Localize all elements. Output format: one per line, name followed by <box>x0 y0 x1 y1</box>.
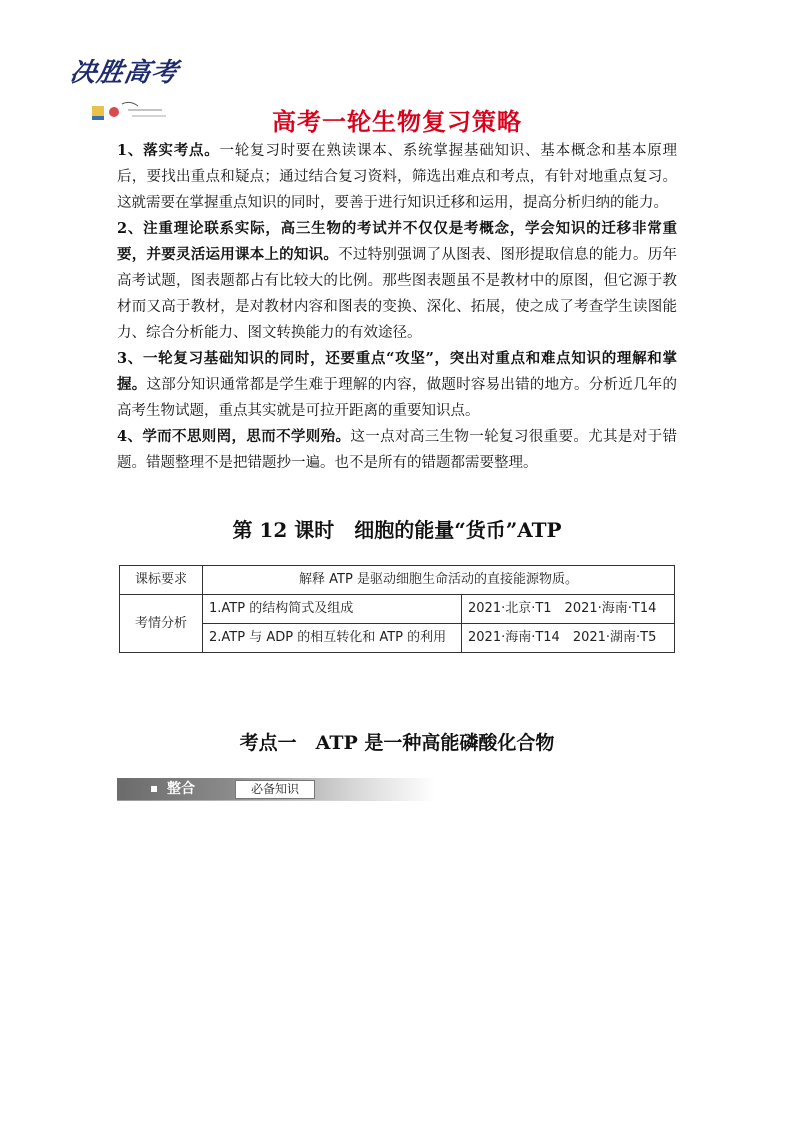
table-header-cell: 课标要求 <box>120 566 203 595</box>
lesson-title: 第 12 课时 细胞的能量“货币”ATP <box>232 518 562 542</box>
table-row <box>120 595 675 624</box>
logo-text: 决胜高考 <box>67 58 181 88</box>
strategy-section <box>117 138 677 476</box>
table-cell: 2.ATP 与 ADP 的相互转化和 ATP 的利用 <box>203 624 462 653</box>
paragraph-lead: 2、注重理论联系实际，高三生物的考试并不仅仅是考概念，学会知识的迁移非常重要，并要灵活运用课本上的知识。 <box>117 220 677 263</box>
banner-tag: 必备知识 <box>235 780 315 799</box>
strategy-paragraph-3 <box>117 346 677 424</box>
paragraph-body: 一轮复习时要在熟读课本、系统掌握基础知识、基本概念和基本原理后，要找出重点和疑点；通过结合复习资料，筛选出难点和考点，有针对地重点复习。这就需要在掌握重点知识的同时，要善于进行知识迁移和运用，提高分析归纳的能力。 <box>117 143 677 211</box>
table-row <box>120 566 675 595</box>
table-row <box>120 624 675 653</box>
square-bullet-icon <box>151 786 157 792</box>
paragraph-lead: 1、落实考点。 <box>117 142 220 159</box>
page-title: 高考一轮生物复习策略 <box>272 108 522 136</box>
table-cell: 1.ATP 的结构简式及组成 <box>203 595 462 624</box>
paragraph-body: 不过特别强调了从图表、图形提取信息的能力。历年高考试题，图表题都占有比较大的比例。那些图表题虽不是教材中的原图，但它源于教材而又高于教材，是对教材内容和图表的变换、深化、拓展，使之成了考查学生读图能力、综合分析能力、图文转换能力的有效途径。 <box>117 247 678 341</box>
table-cell: 解释 ATP 是驱动细胞生命活动的直接能源物质。 <box>203 566 675 595</box>
strategy-paragraph-2 <box>117 216 677 346</box>
section-title: 考点一 ATP 是一种高能磷酸化合物 <box>239 732 555 754</box>
table-cell: 2021·海南·T14 2021·湖南·T5 <box>462 624 675 653</box>
paragraph-lead: 4、学而不思则罔，思而不学则殆。 <box>117 428 351 445</box>
strategy-paragraph-4 <box>117 424 677 476</box>
requirements-table <box>119 565 675 653</box>
paragraph-lead: 3、一轮复习基础知识的同时，还要重点“攻坚”，突出对重点和难点知识的理解和掌握。 <box>117 350 677 393</box>
table-cell: 2021·北京·T1 2021·海南·T14 <box>462 595 675 624</box>
paragraph-body: 这一点对高三生物一轮复习很重要。尤其是对于错题。错题整理不是把错题抄一遍。也不是所有的错题都需要整理。 <box>117 429 677 471</box>
paragraph-body: 这部分知识通常都是学生难于理解的内容，做题时容易出错的地方。分析近几年的高考生物试题，重点其实就是可拉开距离的重要知识点。 <box>117 377 678 419</box>
banner-label: 整合 <box>167 781 195 797</box>
section-banner <box>117 778 435 800</box>
strategy-paragraph-1 <box>117 138 677 216</box>
table-header-cell: 考情分析 <box>120 595 203 653</box>
banner-divider <box>117 800 435 801</box>
